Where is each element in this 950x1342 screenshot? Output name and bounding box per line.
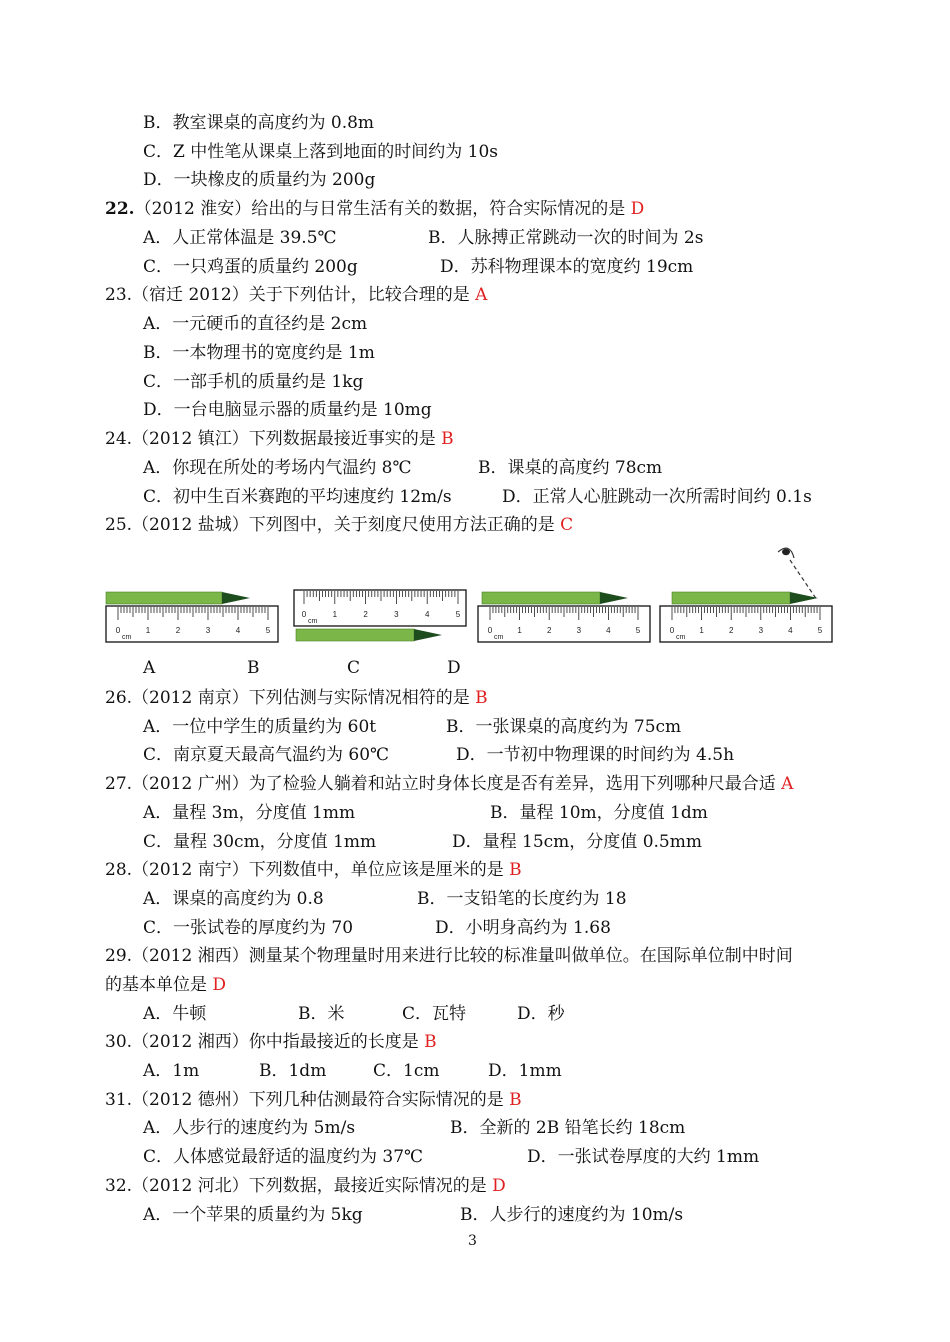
- ruler-a-tick-label: 4: [235, 626, 241, 635]
- question-31: 31.（2012 德州）下列几种估测最符合实际情况的是 B: [105, 1090, 522, 1110]
- q31-option-c: C．人体感觉最舒适的温度约为 37℃: [143, 1147, 424, 1167]
- q32-option-a: A．一个苹果的质量约为 5kg: [143, 1205, 363, 1225]
- question-24: 24.（2012 镇江）下列数据最接近事实的是 B: [105, 429, 454, 449]
- ruler-c-tick-label: 2: [546, 626, 552, 635]
- answer-23: A: [475, 285, 488, 305]
- ruler-c-tick-label: 5: [635, 626, 641, 635]
- question-29: 29.（2012 湘西）测量某个物理量时用来进行比较的标准量叫做单位。在国际单位制中时间: [105, 946, 793, 966]
- q26-option-b: B．一张课桌的高度约为 75cm: [446, 717, 682, 737]
- question-32: 32.（2012 河北）下列数据，最接近实际情况的是 D: [105, 1176, 506, 1196]
- q30-option-a: A．1m: [143, 1061, 200, 1081]
- answer-29: D: [212, 975, 227, 995]
- q23-option-a: A．一元硬币的直径约是 2cm: [143, 314, 368, 334]
- q27-option-d: D．量程 15cm，分度值 0.5mm: [452, 832, 702, 852]
- ruler-d-unit-label: cm: [676, 634, 686, 641]
- figure-label-d: D: [447, 658, 461, 678]
- answer-25: C: [560, 515, 574, 535]
- question-28: 28.（2012 南宁）下列数值中，单位应该是厘米的是 B: [105, 860, 522, 880]
- question-23: 23.（宿迁 2012）关于下列估计，比较合理的是 A: [105, 285, 488, 305]
- q28-option-b: B．一支铅笔的长度约为 18: [417, 889, 627, 909]
- q27-option-c: C．量程 30cm，分度值 1mm: [143, 832, 377, 852]
- q24-option-c: C．初中生百米赛跑的平均速度约 12m/s: [143, 487, 452, 507]
- q29-option-c: C．瓦特: [402, 1004, 467, 1024]
- q31-option-b: B．全新的 2B 铅笔长约 18cm: [450, 1118, 686, 1138]
- line-21-option-d: D．一块橡皮的质量约为 200g: [143, 170, 376, 190]
- q26-option-a: A．一位中学生的质量约为 60t: [143, 717, 377, 737]
- question-27: 27.（2012 广州）为了检验人躺着和站立时身体长度是否有差异，选用下列哪种尺最合适 A: [105, 774, 794, 794]
- q30-option-d: D．1mm: [488, 1061, 562, 1081]
- ruler-b-tick-label: 3: [394, 610, 399, 619]
- ruler-b-pencil-tip: [414, 629, 442, 641]
- ruler-a-tick-label: 1: [145, 626, 151, 635]
- ruler-c-pencil-tip: [600, 592, 628, 604]
- q27-option-b: B．量程 10m，分度值 1dm: [490, 803, 708, 823]
- ruler-a-pencil-body: [106, 592, 222, 604]
- line-21-option-c: C．Z 中性笔从课桌上落到地面的时间约为 10s: [143, 142, 498, 162]
- answer-31: B: [509, 1090, 522, 1110]
- question-22: 22.（2012 淮安）给出的与日常生活有关的数据，符合实际情况的是 D: [105, 199, 645, 219]
- q22-option-b: B．人脉搏正常跳动一次的时间为 2s: [428, 228, 704, 248]
- q24-option-b: B．课桌的高度约 78cm: [478, 458, 663, 478]
- q32-option-b: B．人步行的速度约为 10m/s: [460, 1205, 684, 1225]
- ruler-a-tick-label: 2: [175, 626, 181, 635]
- q27-option-a: A．量程 3m，分度值 1mm: [143, 803, 356, 823]
- ruler-figure: [0, 534, 950, 654]
- ruler-b-tick-label: 5: [455, 610, 461, 619]
- ruler-d-tick-label: 0: [669, 626, 675, 635]
- ruler-a-tick-label: 3: [205, 626, 211, 635]
- question-30: 30.（2012 湘西）你中指最接近的长度是 B: [105, 1032, 437, 1052]
- line-21-option-b: B．教室课桌的高度约为 0.8m: [143, 113, 375, 133]
- answer-24: B: [441, 429, 454, 449]
- q22-options-ab: A．人正常体温是 39.5℃: [143, 228, 337, 248]
- ruler-c-tick-label: 1: [517, 626, 522, 635]
- answer-30: B: [424, 1032, 437, 1052]
- q26-option-c: C．南京夏天最高气温约为 60℃: [143, 745, 390, 765]
- ruler-b-tick-label: 1: [332, 610, 338, 619]
- q28-option-d: D．小明身高约为 1.68: [435, 918, 611, 938]
- ruler-a-unit-label: cm: [122, 634, 132, 641]
- ruler-c-tick-label: 3: [576, 626, 582, 635]
- answer-28: B: [509, 860, 522, 880]
- ruler-a-pencil-tip: [222, 592, 250, 604]
- q29-option-a: A．牛顿: [143, 1004, 207, 1024]
- answer-26: B: [475, 688, 488, 708]
- q23-option-c: C．一部手机的质量约是 1kg: [143, 372, 364, 392]
- ruler-d-tick-label: 1: [699, 626, 704, 635]
- q30-option-b: B．1dm: [259, 1061, 327, 1081]
- question-26: 26.（2012 南京）下列估测与实际情况相符的是 B: [105, 688, 488, 708]
- question-29-cont: 的基本单位是 D: [105, 975, 227, 995]
- q22-option-d: D．苏科物理课本的宽度约 19cm: [440, 257, 694, 277]
- ruler-b-tick-label: 0: [301, 610, 307, 619]
- answer-32: D: [492, 1176, 506, 1196]
- q30-option-c: C．1cm: [373, 1061, 440, 1081]
- ruler-a-body: [106, 606, 278, 642]
- ruler-b-unit-label: cm: [308, 618, 318, 625]
- q28-option-c: C．一张试卷的厚度约为 70: [143, 918, 354, 938]
- ruler-d-tick-label: 4: [788, 626, 793, 635]
- ruler-d-tick-label: 5: [817, 626, 823, 635]
- q23-option-b: B．一本物理书的宽度约是 1m: [143, 343, 375, 363]
- ruler-b-tick-label: 4: [424, 610, 430, 619]
- figure-label-c: C: [347, 658, 361, 678]
- answer-27: A: [781, 774, 794, 794]
- ruler-d-tick-label: 2: [728, 626, 734, 635]
- q31-option-d: D．一张试卷厚度的大约 1mm: [527, 1147, 760, 1167]
- q28-option-a: A．课桌的高度约为 0.8: [143, 889, 324, 909]
- page-number: 3: [468, 1233, 477, 1249]
- ruler-d-tick-label: 3: [758, 626, 764, 635]
- ruler-c-tick-label: 4: [606, 626, 611, 635]
- q29-option-d: D．秒: [517, 1004, 565, 1024]
- ruler-a-tick-label: 0: [115, 626, 121, 635]
- ruler-a-tick-label: 5: [265, 626, 271, 635]
- q23-option-d: D．一台电脑显示器的质量约是 10mg: [143, 400, 432, 420]
- ruler-c-pencil-body: [482, 592, 600, 604]
- q24-option-d: D．正常人心脏跳动一次所需时间约 0.1s: [502, 487, 812, 507]
- q31-option-a: A．人步行的速度约为 5m/s: [143, 1118, 356, 1138]
- q29-option-b: B．米: [298, 1004, 345, 1024]
- q22-option-c: C．一只鸡蛋的质量约 200g: [143, 257, 358, 277]
- q24-option-a: A．你现在所处的考场内气温约 8℃: [143, 458, 412, 478]
- ruler-b-pencil-body: [296, 629, 414, 641]
- q26-option-d: D．一节初中物理课的时间约为 4.5h: [456, 745, 735, 765]
- eye-icon: [778, 548, 794, 558]
- ruler-d-pencil-tip: [790, 592, 818, 604]
- ruler-c-unit-label: cm: [494, 634, 504, 641]
- ruler-c-tick-label: 0: [487, 626, 493, 635]
- ruler-b-tick-label: 2: [363, 610, 368, 619]
- figure-label-b: B: [247, 658, 260, 678]
- question-25: 25.（2012 盐城）下列图中，关于刻度尺使用方法正确的是 C: [105, 515, 574, 535]
- figure-label-a: A: [143, 658, 156, 678]
- answer-22: D: [630, 199, 645, 219]
- ruler-d-pencil-body: [672, 592, 790, 604]
